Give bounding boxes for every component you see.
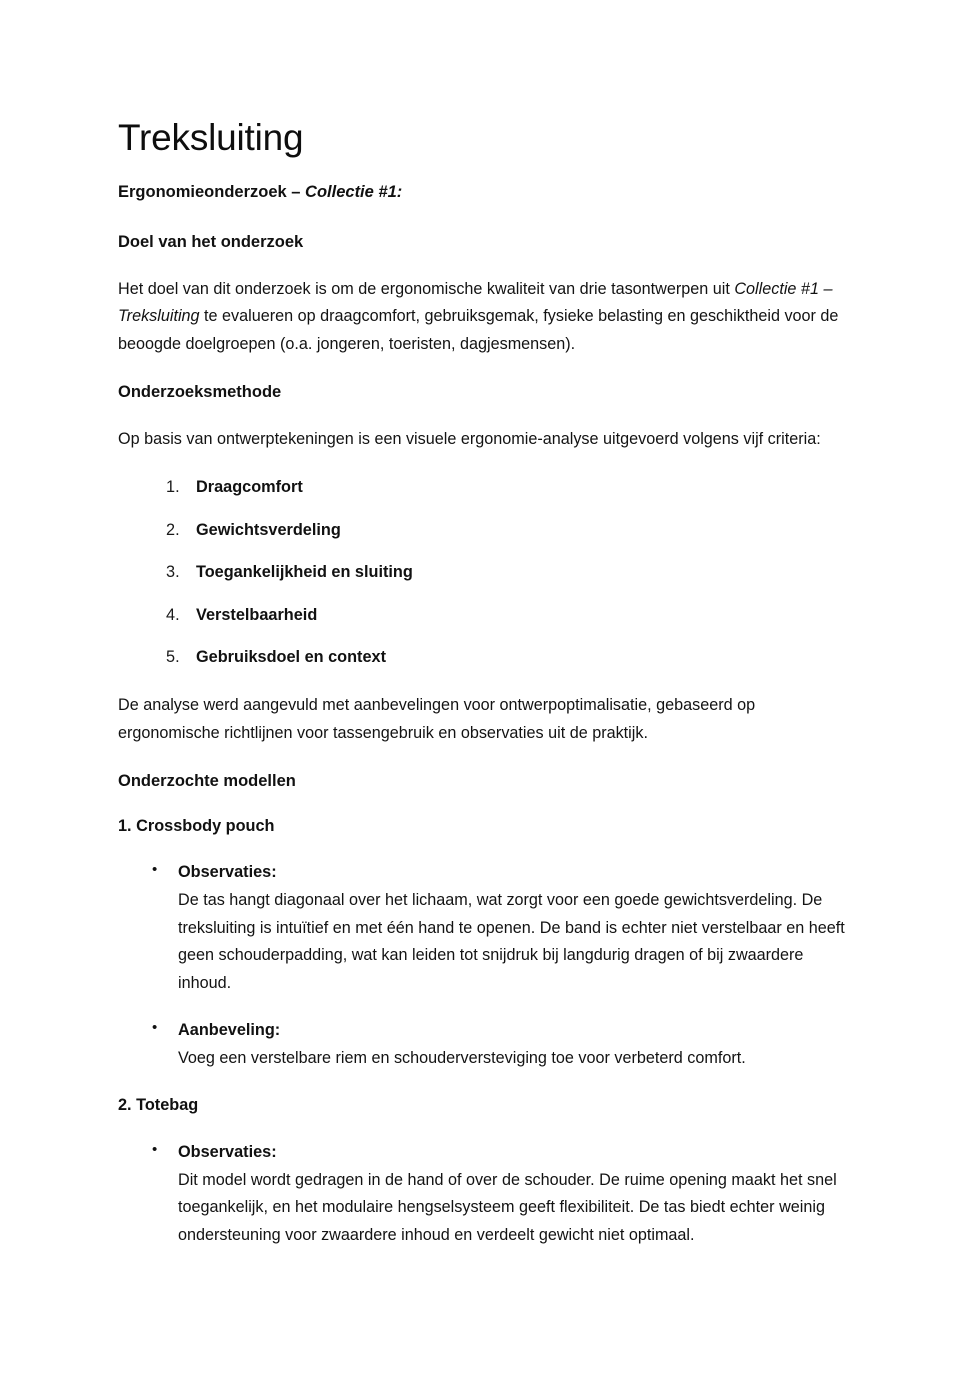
list-item-text: De tas hangt diagonaal over het lichaam, wat zorgt voor een goede gewichtsverdeling. De treksluiting is intuïtief en met één hand te openen. De band is echter niet verstelbaar en heeft geen schouderpadding, wat kan leiden tot snijdruk bij langdurig dragen of bij zwaardere inhoud. (178, 890, 845, 993)
list-item-label: • Observaties: (178, 863, 277, 882)
list-item: Gewichtsverdeling (196, 520, 341, 539)
criteria-list (118, 476, 855, 670)
heading-goal: Doel van het onderzoek (118, 232, 304, 251)
list-item-text: Voeg een verstelbare riem en schouderversteviging toe voor verbeterd comfort. (178, 1048, 746, 1067)
list-item (152, 1018, 855, 1072)
page-title: Treksluiting (118, 117, 304, 158)
model-heading-crossbody-pouch: 1. Crossbody pouch (118, 816, 275, 835)
list-item: Draagcomfort (196, 477, 303, 496)
list-item (152, 860, 855, 998)
document-subtitle (118, 181, 855, 205)
list-item: Toegankelijkheid en sluiting (196, 563, 413, 582)
goal-text-before: Het doel van dit onderzoek is om de ergonomische kwaliteit van drie tasontwerpen uit (118, 279, 735, 298)
observations-list-crossbody-pouch (118, 860, 855, 1072)
list-item-label: • Aanbeveling: (178, 1021, 281, 1040)
paragraph-method-outro: De analyse werd aangevuld met aanbevelingen voor ontwerpoptimalisatie, gebaseerd op ergonomische richtlijnen voor tassengebruik en observaties uit de praktijk. (118, 696, 756, 742)
goal-text-after: te evalueren op draagcomfort, gebruiksgemak, fysieke belasting en geschiktheid voor de beoogde doelgroepen (o.a. jongeren, toeristen, dagjesmensen). (118, 307, 839, 354)
paragraph-goal (118, 276, 855, 360)
list-item: Verstelbaarheid (196, 605, 318, 624)
subtitle-collection: Collectie #1: (305, 182, 403, 201)
model-heading-totebag: 2. Totebag (118, 1096, 199, 1115)
heading-models: Onderzochte modellen (118, 771, 296, 790)
paragraph-method-intro: Op basis van ontwerptekeningen is een visuele ergonomie-analyse uitgevoerd volgens vijf criteria: (118, 430, 821, 449)
list-item-label: • Observaties: (178, 1143, 277, 1162)
heading-method: Onderzoeksmethode (118, 383, 282, 402)
observations-list-totebag (118, 1140, 855, 1250)
subtitle-plain: Ergonomieonderzoek – (118, 182, 306, 201)
list-item: Gebruiksdoel en context (196, 648, 386, 667)
list-item (152, 1140, 855, 1250)
goal-collection-italic: Collectie #1 – Treksluiting (118, 279, 833, 326)
list-item-text: Dit model wordt gedragen in de hand of over de schouder. De ruime opening maakt het snel toegankelijk, en het modulaire hengselsysteem geeft flexibiliteit. De tas biedt echter weinig ondersteuning voor zwaardere inhoud en verdeelt gewicht niet optimaal. (178, 1170, 837, 1245)
